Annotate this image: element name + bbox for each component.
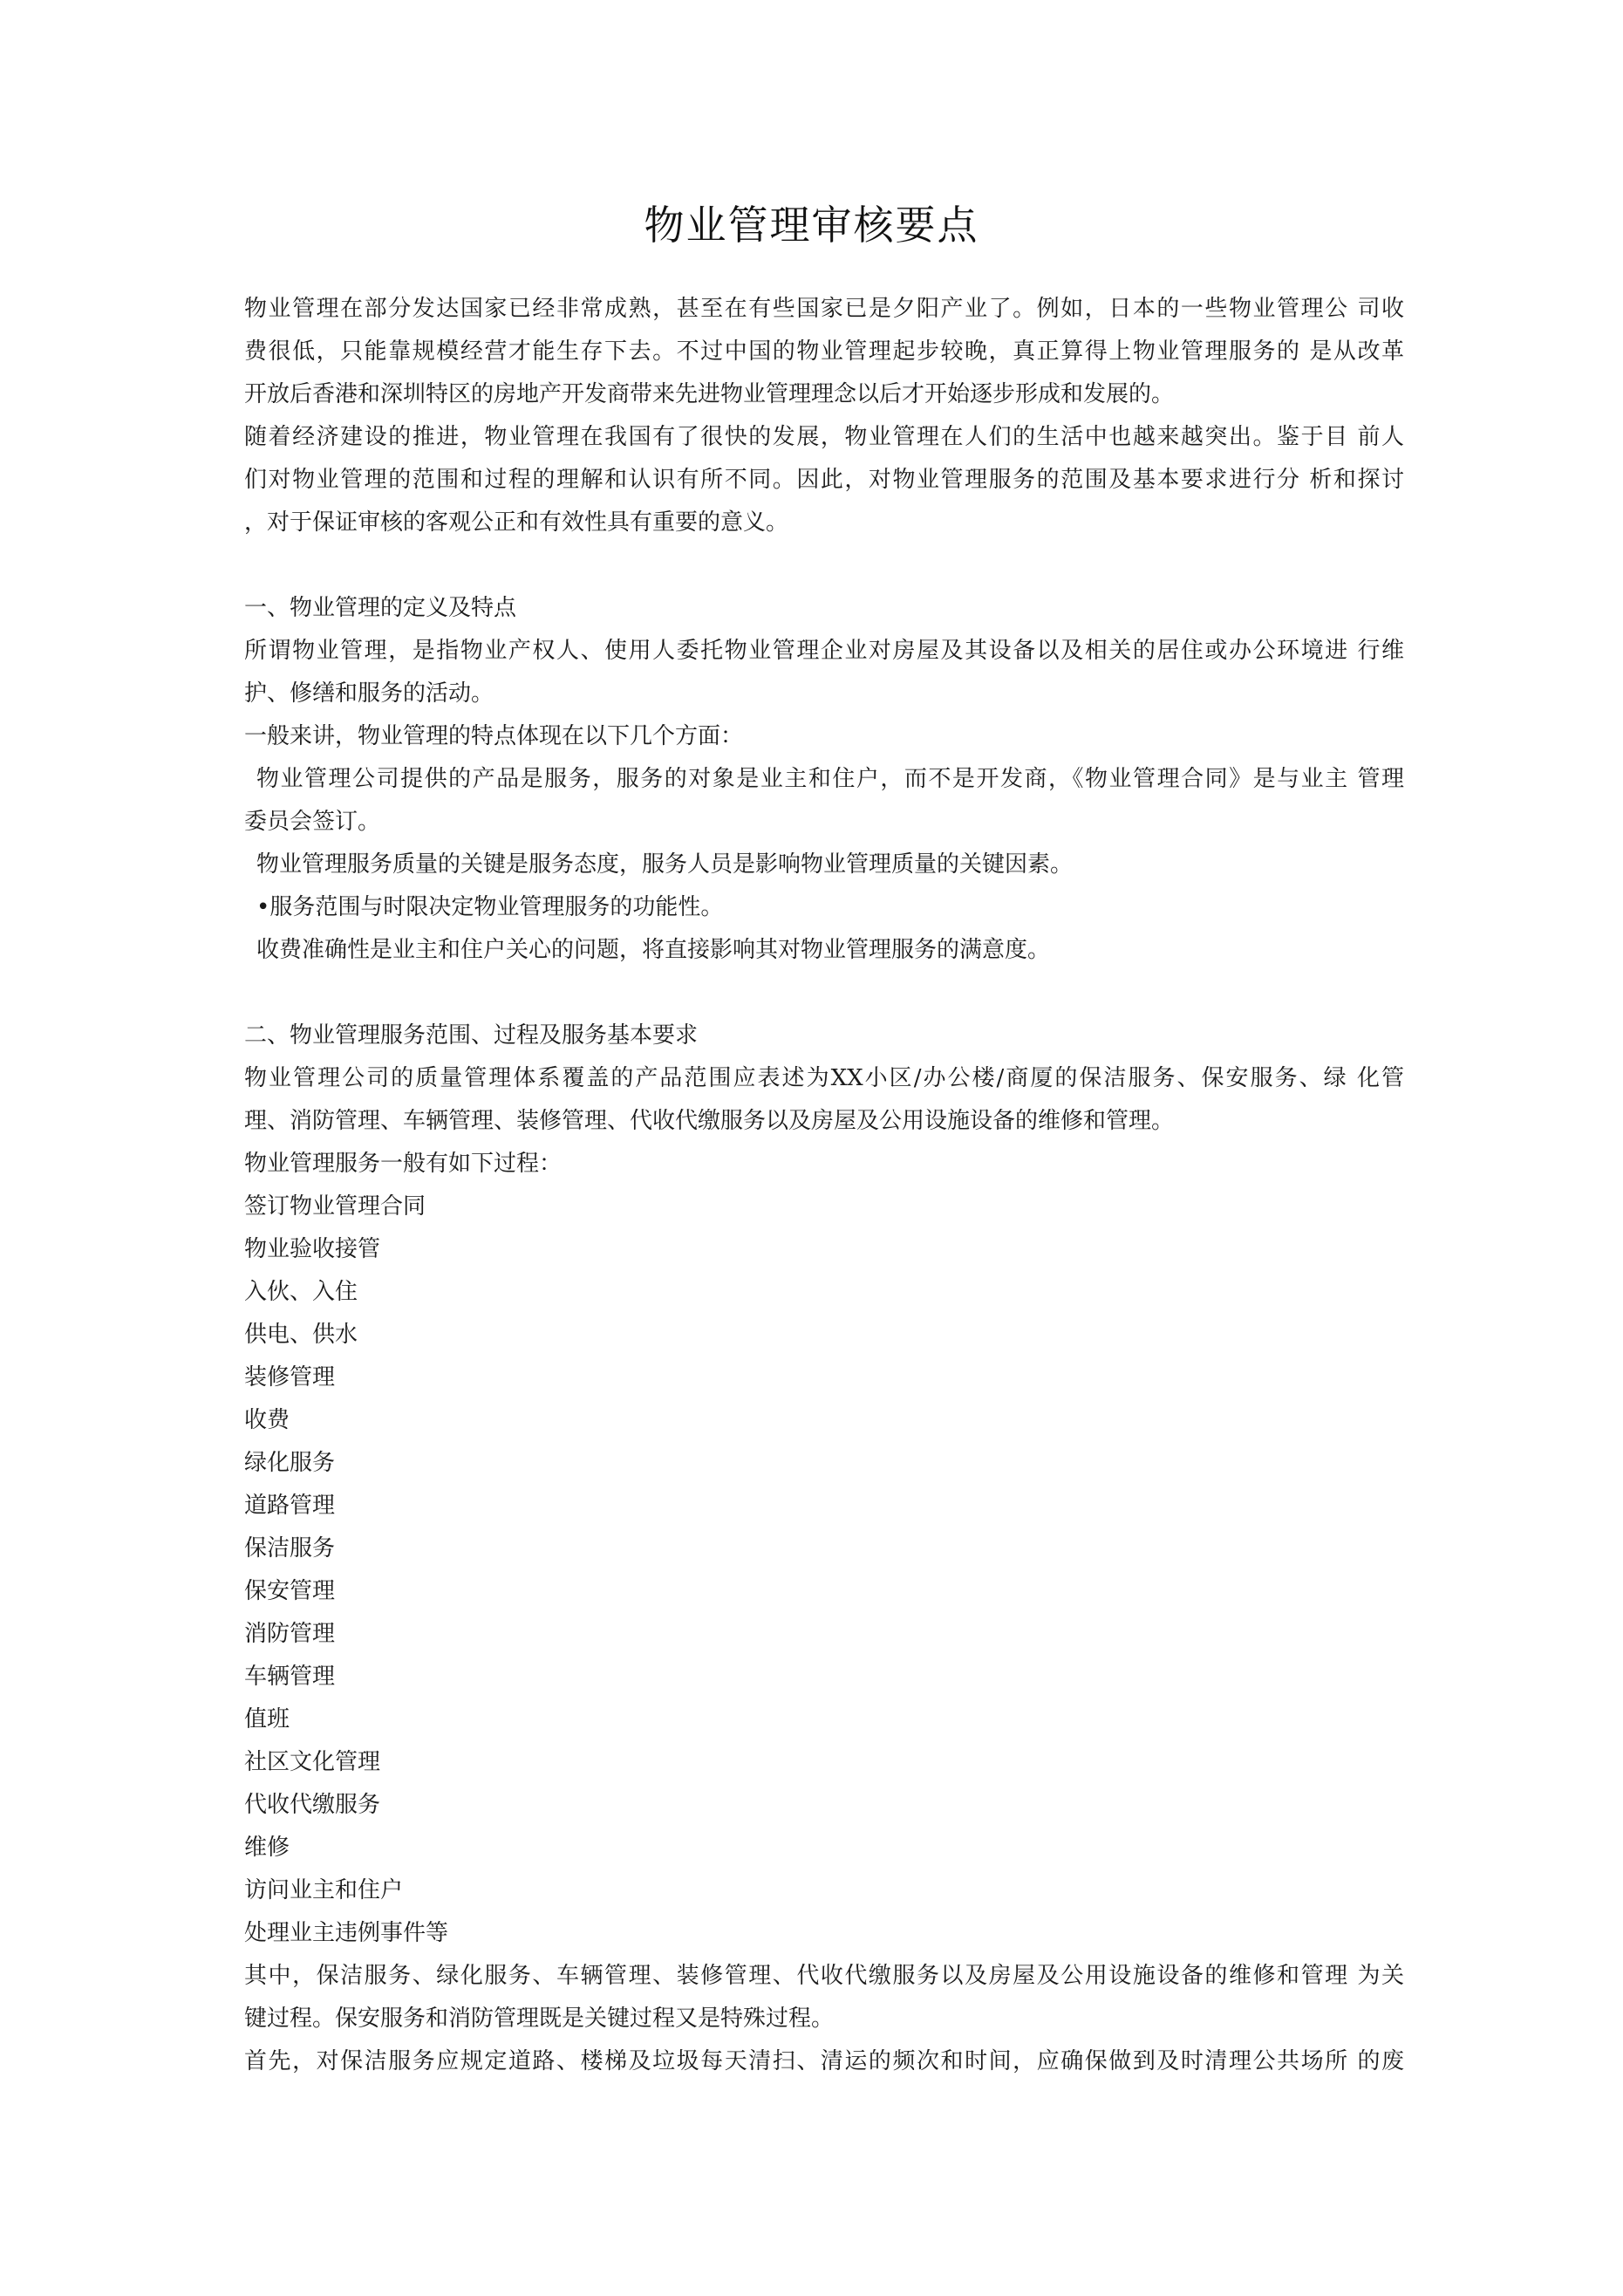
document-body <box>244 288 1404 2083</box>
process-item: 入伙、入住 <box>244 1279 358 1305</box>
process-item: 装修管理 <box>244 1364 336 1391</box>
body-line: 其中，保洁服务、绿化服务、车辆管理、装修管理、代收代缴服务以及房屋及公用设施设备的维修和管理 为关 <box>244 1963 1404 1989</box>
body-line: 委员会签订。 <box>244 809 381 835</box>
intro-line: 们对物业管理的范围和过程的理解和认识有所不同。因此，对物业管理服务的范围及基本要求进行分 析和探讨 <box>244 467 1404 493</box>
body-line: 物业管理服务一般有如下过程： <box>244 1151 563 1177</box>
intro-line: 物业管理在部分发达国家已经非常成熟，甚至在有些国家已是夕阳产业了。例如，日本的一些物业管理公 司收 <box>244 296 1404 322</box>
process-item: 社区文化管理 <box>244 1749 381 1775</box>
feature-item: 物业管理公司提供的产品是服务，服务的对象是业主和住户，而不是开发商，《物业管理合同》是与业主 管理 <box>256 766 1404 792</box>
process-item: 值班 <box>244 1706 290 1732</box>
section-heading: 二、物业管理服务范围、过程及服务基本要求 <box>244 1022 699 1049</box>
document-title: 物业管理审核要点 <box>644 202 979 249</box>
process-item: 处理业主违例事件等 <box>244 1920 449 1946</box>
process-item: 消防管理 <box>244 1621 336 1647</box>
body-line: 键过程。保安服务和消防管理既是关键过程又是特殊过程。 <box>244 2006 835 2032</box>
process-item: 代收代缴服务 <box>244 1792 381 1818</box>
body-line: 一般来讲，物业管理的特点体现在以下几个方面： <box>244 723 744 749</box>
paragraph-gap <box>244 544 1404 587</box>
body-line: 护、修缮和服务的活动。 <box>244 680 494 707</box>
feature-item: 物业管理服务质量的关键是服务态度，服务人员是影响物业管理质量的关键因素。 <box>256 851 1074 878</box>
process-item: 绿化服务 <box>244 1450 336 1476</box>
intro-line: 开放后香港和深圳特区的房地产开发商带来先进物业管理理念以后才开始逐步形成和发展的。 <box>244 381 1175 407</box>
intro-line: 随着经济建设的推进，物业管理在我国有了很快的发展，物业管理在人们的生活中也越来越突出。鉴于目 前人 <box>244 424 1404 450</box>
feature-item: •服务范围与时限决定物业管理服务的功能性。 <box>256 894 724 920</box>
intro-line: 费很低，只能靠规模经营才能生存下去。不过中国的物业管理起步较晚，真正算得上物业管理服务的 是从改革 <box>244 338 1404 365</box>
feature-item: 收费准确性是业主和住户关心的问题，将直接影响其对物业管理服务的满意度。 <box>256 937 1051 963</box>
process-item: 维修 <box>244 1835 290 1861</box>
process-item: 道路管理 <box>244 1493 336 1519</box>
paragraph-gap <box>244 972 1404 1015</box>
intro-line: ，对于保证审核的客观公正和有效性具有重要的意义。 <box>244 509 789 536</box>
body-line: 物业管理公司的质量管理体系覆盖的产品范围应表述为XX小区/办公楼/商厦的保洁服务、保安服务、绿 化管 <box>244 1065 1404 1091</box>
process-item: 保安管理 <box>244 1578 336 1604</box>
process-item: 保洁服务 <box>244 1535 336 1561</box>
section-heading: 一、物业管理的定义及特点 <box>244 595 517 621</box>
process-item: 收费 <box>244 1407 290 1433</box>
process-item: 物业验收接管 <box>244 1236 381 1262</box>
body-line: 理、消防管理、车辆管理、装修管理、代收代缴服务以及房屋及公用设施设备的维修和管理。 <box>244 1108 1175 1134</box>
process-item: 车辆管理 <box>244 1664 336 1690</box>
process-item: 供电、供水 <box>244 1322 358 1348</box>
body-line: 所谓物业管理，是指物业产权人、使用人委托物业管理企业对房屋及其设备以及相关的居住或办公环境进 行维 <box>244 638 1404 664</box>
process-item: 访问业主和住户 <box>244 1877 404 1903</box>
body-line: 首先，对保洁服务应规定道路、楼梯及垃圾每天清扫、清运的频次和时间，应确保做到及时清理公共场所 的废 <box>244 2048 1404 2074</box>
process-item: 签订物业管理合同 <box>244 1193 426 1220</box>
